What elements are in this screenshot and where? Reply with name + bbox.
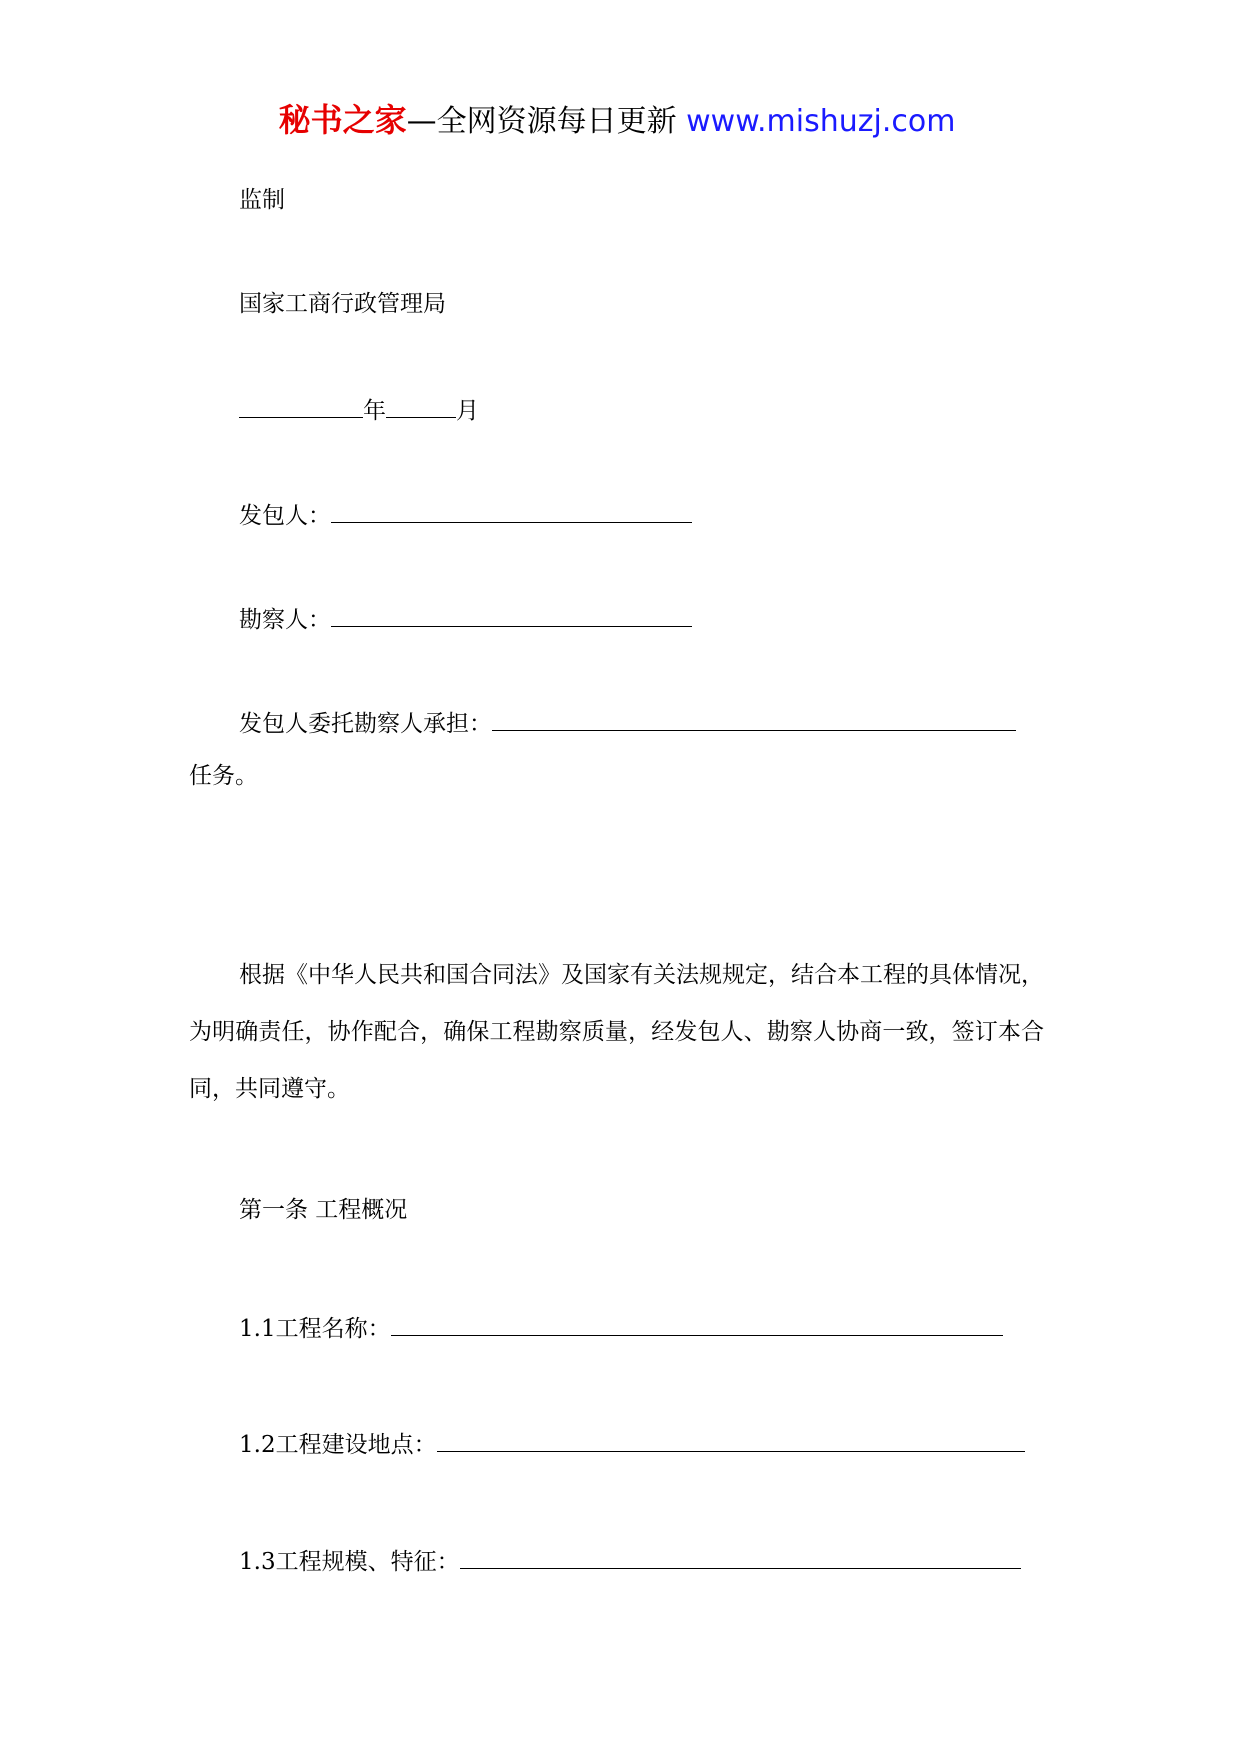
surveyor-line <box>239 602 692 635</box>
header-url[interactable]: www.mishuzj.com <box>686 104 956 139</box>
item-1-3-line <box>239 1544 1021 1577</box>
brand-name: 秘书之家 <box>278 101 407 139</box>
entrust-line <box>239 706 1016 739</box>
supervised-label: 监制 <box>239 187 285 213</box>
entrust-blank[interactable] <box>492 706 1016 731</box>
item-1-3-label: 1.3工程规模、特征： <box>239 1549 460 1575</box>
item-1-2-line <box>239 1427 1025 1460</box>
date-line <box>239 393 479 426</box>
month-blank[interactable] <box>386 393 456 418</box>
intro-paragraph: 根据《中华人民共和国合同法》及国家有关法规规定，结合本工程的具体情况，为明确责任，协作配合，确保工程勘察质量，经发包人、勘察人协商一致，签订本合同，共同遵守。 <box>189 962 1044 1102</box>
item-1-1-label: 1.1工程名称： <box>239 1316 391 1342</box>
authority-name: 国家工商行政管理局 <box>239 291 446 317</box>
employer-label: 发包人： <box>239 503 331 529</box>
surveyor-label: 勘察人： <box>239 607 331 633</box>
item-1-2-label: 1.2工程建设地点： <box>239 1432 437 1458</box>
employer-line <box>239 498 692 531</box>
item-1-1-line <box>239 1311 1003 1344</box>
task-suffix: 任务。 <box>189 763 258 789</box>
site-header <box>0 100 1234 142</box>
month-label: 月 <box>456 398 479 424</box>
entrust-label: 发包人委托勘察人承担： <box>239 711 492 737</box>
surveyor-blank[interactable] <box>331 602 692 627</box>
year-label: 年 <box>363 398 386 424</box>
item-1-3-blank[interactable] <box>460 1544 1021 1569</box>
header-tagline: —全网资源每日更新 <box>406 104 687 139</box>
item-1-1-blank[interactable] <box>391 1311 1003 1336</box>
item-1-2-blank[interactable] <box>437 1427 1025 1452</box>
year-blank[interactable] <box>239 393 363 418</box>
article-1-title: 第一条 工程概况 <box>239 1197 408 1223</box>
employer-blank[interactable] <box>331 498 692 523</box>
